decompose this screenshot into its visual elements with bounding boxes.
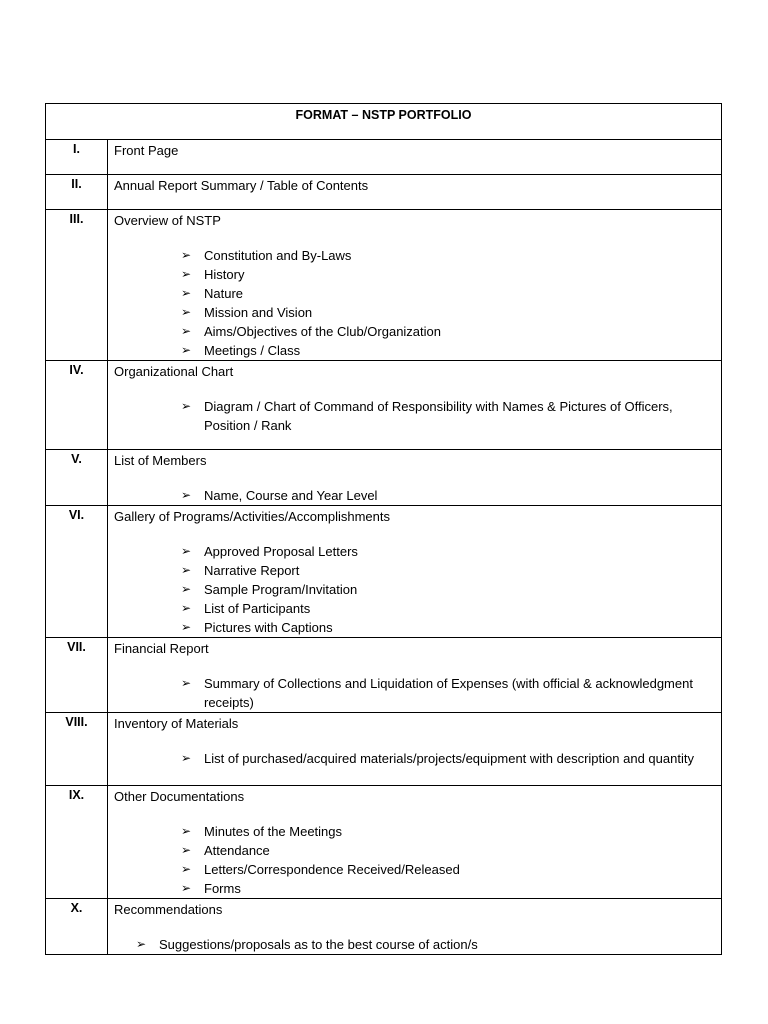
table-row — [46, 140, 722, 175]
table-row — [46, 361, 722, 450]
section-title: Other Documentations — [114, 789, 245, 804]
section-title: Inventory of Materials — [114, 716, 239, 731]
list-item: ➢ Minutes of the Meetings — [181, 824, 343, 839]
section-content — [108, 140, 722, 175]
list-item: ➢ Mission and Vision — [181, 305, 313, 320]
arrow-bullet-icon: ➢ — [181, 488, 192, 502]
list-item: ➢ Forms — [181, 881, 241, 896]
section-number: I. — [46, 140, 108, 175]
table-row — [46, 899, 722, 955]
list-item: ➢ Pictures with Captions — [181, 620, 333, 635]
list-item: ➢ Letters/Correspondence Received/Released — [181, 862, 460, 877]
arrow-bullet-icon: ➢ — [181, 582, 192, 596]
table-row — [46, 786, 722, 899]
arrow-bullet-icon: ➢ — [181, 751, 192, 765]
arrow-bullet-icon: ➢ — [181, 824, 192, 838]
section-content — [108, 175, 722, 210]
section-number: IX. — [46, 786, 108, 899]
arrow-bullet-icon: ➢ — [181, 267, 192, 281]
table-title: FORMAT – NSTP PORTFOLIO — [46, 104, 722, 140]
section-number: II. — [46, 175, 108, 210]
arrow-bullet-icon: ➢ — [181, 862, 192, 876]
list-item: ➢ List of purchased/acquired materials/projects/equipment with description and quantity — [181, 751, 694, 766]
arrow-bullet-icon: ➢ — [136, 937, 147, 951]
section-content — [108, 506, 722, 638]
section-content — [108, 638, 722, 713]
section-content — [108, 361, 722, 450]
list-item: ➢ Name, Course and Year Level — [181, 488, 378, 503]
section-title: List of Members — [114, 453, 207, 468]
list-item: ➢ Approved Proposal Letters — [181, 544, 358, 559]
portfolio-format-table — [45, 103, 722, 955]
table-row — [46, 450, 722, 506]
arrow-bullet-icon: ➢ — [181, 324, 192, 338]
section-title: Organizational Chart — [114, 364, 234, 379]
arrow-bullet-icon: ➢ — [181, 676, 192, 690]
list-item: ➢ Suggestions/proposals as to the best course of action/s — [136, 937, 478, 952]
arrow-bullet-icon: ➢ — [181, 601, 192, 615]
table-row — [46, 506, 722, 638]
section-number: VII. — [46, 638, 108, 713]
list-item: ➢ Nature — [181, 286, 244, 301]
list-item: ➢ Summary of Collections and Liquidation of Expenses (with official & acknowledgment receipts) — [181, 676, 693, 710]
bullet-list — [114, 749, 715, 768]
section-number: VI. — [46, 506, 108, 638]
section-content — [108, 899, 722, 955]
arrow-bullet-icon: ➢ — [181, 305, 192, 319]
section-content — [108, 713, 722, 786]
section-title: Gallery of Programs/Activities/Accomplishments — [114, 509, 390, 524]
list-item: ➢ Aims/Objectives of the Club/Organization — [181, 324, 441, 339]
list-item: ➢ Diagram / Chart of Command of Responsibility with Names & Pictures of Officers, Position / Rank — [181, 399, 673, 433]
table-row — [46, 210, 722, 361]
table-row — [46, 638, 722, 713]
arrow-bullet-icon: ➢ — [181, 843, 192, 857]
list-item: ➢ History — [181, 267, 245, 282]
arrow-bullet-icon: ➢ — [181, 286, 192, 300]
section-number: IV. — [46, 361, 108, 450]
bullet-list — [114, 397, 715, 435]
section-title: Recommendations — [114, 902, 223, 917]
bullet-list — [114, 674, 715, 712]
section-number: VIII. — [46, 713, 108, 786]
section-title: Financial Report — [114, 641, 209, 656]
arrow-bullet-icon: ➢ — [181, 399, 192, 413]
section-number: III. — [46, 210, 108, 361]
arrow-bullet-icon: ➢ — [181, 563, 192, 577]
table-title-row — [46, 104, 722, 140]
arrow-bullet-icon: ➢ — [181, 343, 192, 357]
list-item: ➢ Sample Program/Invitation — [181, 582, 358, 597]
table-row — [46, 175, 722, 210]
bullet-list — [114, 822, 715, 898]
bullet-list — [114, 542, 715, 637]
section-number: X. — [46, 899, 108, 955]
list-item: ➢ Narrative Report — [181, 563, 300, 578]
table-row — [46, 713, 722, 786]
arrow-bullet-icon: ➢ — [181, 881, 192, 895]
bullet-list — [114, 486, 715, 505]
bullet-list — [114, 246, 715, 360]
list-item: ➢ Attendance — [181, 843, 270, 858]
section-title: Overview of NSTP — [114, 213, 221, 228]
list-item: ➢ Constitution and By-Laws — [181, 248, 352, 263]
list-item: ➢ List of Participants — [181, 601, 311, 616]
section-number: V. — [46, 450, 108, 506]
arrow-bullet-icon: ➢ — [181, 544, 192, 558]
arrow-bullet-icon: ➢ — [181, 620, 192, 634]
section-content — [108, 786, 722, 899]
section-title: Annual Report Summary / Table of Contents — [114, 178, 369, 193]
bullet-list — [114, 935, 715, 954]
arrow-bullet-icon: ➢ — [181, 248, 192, 262]
list-item: ➢ Meetings / Class — [181, 343, 301, 358]
section-content — [108, 450, 722, 506]
section-content — [108, 210, 722, 361]
section-title: Front Page — [114, 143, 179, 158]
